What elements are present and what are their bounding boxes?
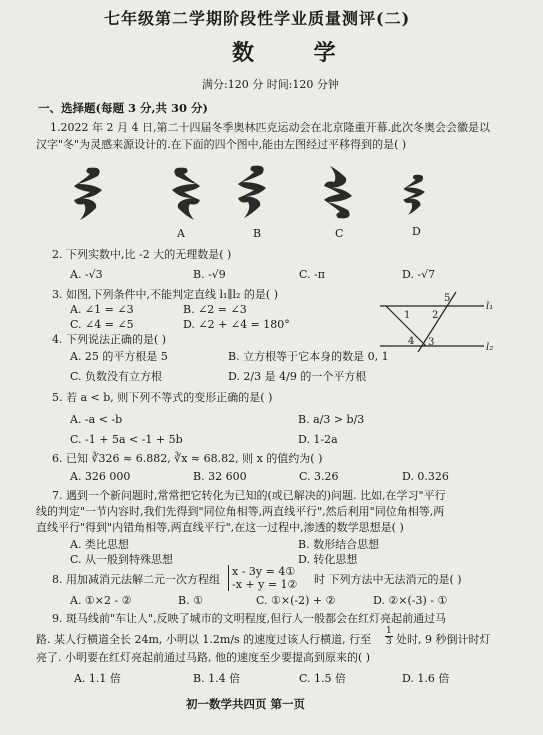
q8-option-c: C. ①×(-2) + ② xyxy=(256,594,336,607)
q4-stem: 4. 下列说法正确的是( ) xyxy=(52,333,167,346)
q9-line1: 9. 斑马线前"车让人",反映了城市的文明程度,但行人一般都会在红灯亮起前通过马 xyxy=(52,612,447,625)
q4-option-c: C. 负数没有立方根 xyxy=(70,370,163,383)
q2-option-d: D. -√7 xyxy=(402,268,436,281)
q3-option-b: B. ∠2 = ∠3 xyxy=(183,303,247,316)
q4-option-a: A. 25 的平方根是 5 xyxy=(70,350,168,363)
exam-info: 满分:120 分 时间:120 分钟 xyxy=(202,78,339,91)
q6-option-c: C. 3.26 xyxy=(299,470,339,483)
emblem-option-a-image xyxy=(156,164,206,224)
q1-label-a: A xyxy=(177,227,185,240)
q9-option-a: A. 1.1 倍 xyxy=(74,672,121,685)
q3-stem: 3. 如图,下列条件中,不能判定直线 l₁∥l₂ 的是( ) xyxy=(52,288,278,301)
q7-option-c: C. 从一般到特殊思想 xyxy=(70,553,174,566)
q8-equation-1: x - 3y = 4① xyxy=(232,565,296,578)
q7-option-d: D. 转化思想 xyxy=(298,553,358,566)
section-heading: 一、选择题(每题 3 分,共 30 分) xyxy=(38,101,208,115)
q8-equation-2: -x + y = 1② xyxy=(232,578,298,591)
q8-stem-end: 时 下列方法中无法消元的是( ) xyxy=(314,573,462,586)
q9-line2-start: 路. 某人行横道全长 24m, 小明以 1.2m/s 的速度过该人行横道, 行至 xyxy=(36,633,372,646)
emblem-option-c-image xyxy=(318,162,368,222)
q9-option-d: D. 1.6 倍 xyxy=(402,672,450,685)
svg-text:l₂: l₂ xyxy=(486,342,494,353)
q2-option-a: A. -√3 xyxy=(70,268,103,281)
q9-line3: 亮了. 小明要在红灯亮起前通过马路, 他的速度至少要提高到原来的( ) xyxy=(36,651,371,664)
q8-option-a: A. ①×2 - ② xyxy=(70,594,132,607)
q9-option-c: C. 1.5 倍 xyxy=(299,672,347,685)
q8-option-b: B. ① xyxy=(178,594,203,607)
q6-stem: 6. 已知 ∛326 ≈ 6.882, ∛x ≈ 68.82, 则 x 的值约为( ) xyxy=(52,452,323,465)
svg-text:4: 4 xyxy=(408,336,415,347)
q9-option-b: B. 1.4 倍 xyxy=(193,672,241,685)
q7-line3: 直线平行"得到"内错角相等,两直线平行",在这一过程中,渗透的数学思想是( ) xyxy=(36,521,404,534)
q5-option-c: C. -1 + 5a < -1 + 5b xyxy=(70,433,183,446)
q8-option-d: D. ②×(-3) - ① xyxy=(373,594,448,607)
svg-text:2: 2 xyxy=(432,310,439,321)
svg-text:l₁: l₁ xyxy=(486,301,494,312)
svg-text:1: 1 xyxy=(404,310,411,321)
q9-line2-end: 处时, 9 秒倒计时灯 xyxy=(396,633,491,646)
q1-line2: 汉字"冬"为灵感来源设计的.在下面的四个图中,能由左图经过平移得到的是( ) xyxy=(36,138,407,151)
q6-option-a: A. 326 000 xyxy=(70,470,131,483)
q4-option-b: B. 立方根等于它本身的数是 0, 1 xyxy=(228,350,389,363)
q3-parallel-lines-figure xyxy=(378,288,508,358)
q3-option-a: A. ∠1 = ∠3 xyxy=(70,303,134,316)
emblem-option-d-image xyxy=(398,172,438,218)
q8-equation-system xyxy=(228,565,297,591)
q3-option-d: D. ∠2 + ∠4 = 180° xyxy=(183,318,290,331)
subject-title: 数 学 xyxy=(232,40,362,66)
q4-option-d: D. 2/3 是 4/9 的一个平方根 xyxy=(228,370,367,383)
q5-option-a: A. -a < -b xyxy=(70,413,123,426)
q7-option-b: B. 数形结合思想 xyxy=(298,538,380,551)
q7-line2: 线的判定"一节内容时,我们先得到"同位角相等,两直线平行",然后利用"同位角相等,两 xyxy=(36,505,445,518)
q5-option-d: D. 1-2a xyxy=(298,433,338,446)
exam-title: 七年级第二学期阶段性学业质量测评(二) xyxy=(104,9,411,28)
q5-option-b: B. a/3 > b/3 xyxy=(298,413,365,426)
q9-fraction-denominator: 3 xyxy=(386,637,392,647)
q7-option-a: A. 类比思想 xyxy=(70,538,129,551)
q9-fraction xyxy=(385,626,393,647)
q6-option-b: B. 32 600 xyxy=(193,470,247,483)
emblem-option-b-image xyxy=(232,162,282,222)
q6-option-d: D. 0.326 xyxy=(402,470,449,483)
q1-line1: 1.2022 年 2 月 4 日,第二十四届冬季奥林匹克运动会在北京隆重开幕.此次冬奥会会徽是以 xyxy=(50,121,490,134)
q2-stem: 2. 下列实数中,比 -2 大的无理数是( ) xyxy=(52,248,232,261)
q7-line1: 7. 遇到一个新问题时,常常把它转化为已知的(或已解决的)问题. 比如,在学习"平行 xyxy=(52,489,446,502)
q5-stem: 5. 若 a < b, 则下列不等式的变形正确的是( ) xyxy=(52,391,273,404)
emblem-original-image xyxy=(68,164,118,224)
svg-text:5: 5 xyxy=(444,293,451,304)
q2-option-b: B. -√9 xyxy=(193,268,226,281)
q1-label-d: D xyxy=(412,225,421,238)
q2-option-c: C. -π xyxy=(299,268,325,281)
q9-fraction-numerator: 1 xyxy=(386,626,392,636)
svg-text:3: 3 xyxy=(428,337,435,348)
q1-label-c: C xyxy=(335,227,344,240)
q8-stem-start: 8. 用加减消元法解二元一次方程组 xyxy=(52,573,220,586)
page-footer: 初一数学共四页 第一页 xyxy=(186,697,306,711)
q1-label-b: B xyxy=(253,227,262,240)
q3-option-c: C. ∠4 = ∠5 xyxy=(70,318,134,331)
